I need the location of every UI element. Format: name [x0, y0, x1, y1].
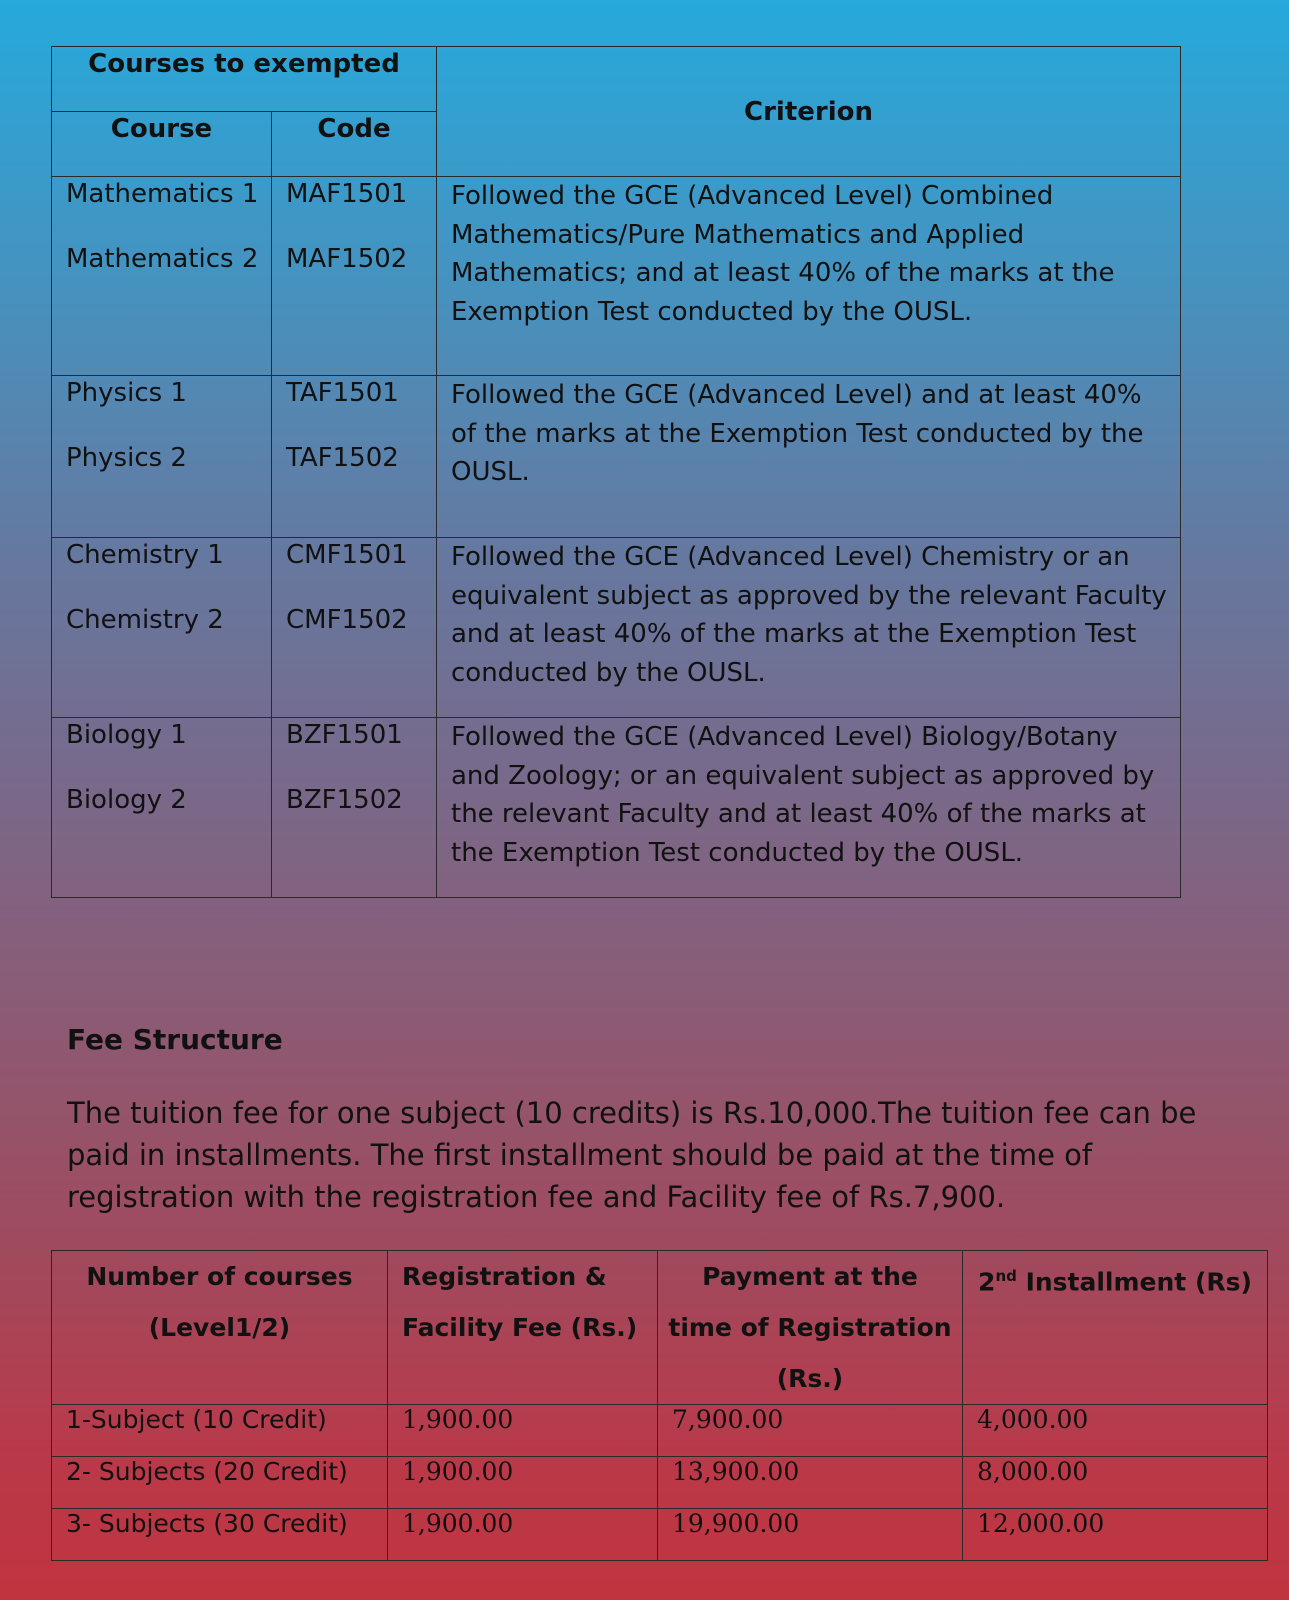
table-row	[52, 1457, 1268, 1509]
code-cell: TAF1501 TAF1502	[272, 376, 437, 538]
criterion-cell: Followed the GCE (Advanced Level) Combined Mathematics/Pure Mathematics and Applied Mathematics; and at least 40% of the marks at the Exemption Test conducted by the OUSL.	[437, 177, 1181, 376]
second-installment-cell: 12,000.00	[963, 1509, 1268, 1561]
registration-fee-header: Registration & Facility Fee (Rs.)	[388, 1251, 658, 1405]
second-installment-cell: 4,000.00	[963, 1405, 1268, 1457]
criterion-header: Criterion	[437, 47, 1181, 177]
table-row	[52, 376, 1181, 538]
course-cell: Mathematics 1 Mathematics 2	[52, 177, 272, 376]
fee-paragraph: The tuition fee for one subject (10 credits) is Rs.10,000.The tuition fee can be paid in installments. The first installment should be paid at the time of registration with the registration fee and Facility fee of Rs.7,900.	[67, 1096, 1197, 1214]
criterion-cell: Followed the GCE (Advanced Level) Biology/Botany and Zoology; or an equivalent subject as approved by the relevant Faculty and at least 40% of the marks at the Exemption Test conducted by the OUSL.	[437, 718, 1181, 898]
registration-fee-cell: 1,900.00	[388, 1509, 658, 1561]
table-row	[52, 718, 1181, 898]
course-cell: Chemistry 1 Chemistry 2	[52, 538, 272, 718]
payment-cell: 7,900.00	[658, 1405, 963, 1457]
course-column-header: Course	[52, 112, 272, 177]
fee-table-header-row	[52, 1251, 1268, 1405]
code-cell: BZF1501 BZF1502	[272, 718, 437, 898]
criterion-cell: Followed the GCE (Advanced Level) and at least 40% of the marks at the Exemption Test conducted by the OUSL.	[437, 376, 1181, 538]
course-cell: Biology 1 Biology 2	[52, 718, 272, 898]
payment-at-registration-header: Payment at the time of Registration (Rs.)	[658, 1251, 963, 1405]
courses-cell: 1-Subject (10 Credit)	[52, 1405, 388, 1457]
courses-cell: 2- Subjects (20 Credit)	[52, 1457, 388, 1509]
second-installment-cell: 8,000.00	[963, 1457, 1268, 1509]
course-cell: Physics 1 Physics 2	[52, 376, 272, 538]
fee-structure-heading: Fee Structure	[67, 1023, 283, 1056]
registration-fee-cell: 1,900.00	[388, 1457, 658, 1509]
payment-cell: 19,900.00	[658, 1509, 963, 1561]
criterion-cell: Followed the GCE (Advanced Level) Chemistry or an equivalent subject as approved by the relevant Faculty and at least 40% of the marks at the Exemption Test conducted by the OUSL.	[437, 538, 1181, 718]
courses-to-exempted-header: Courses to exempted	[52, 47, 437, 112]
number-of-courses-header: Number of courses (Level1/2)	[52, 1251, 388, 1405]
table-row	[52, 538, 1181, 718]
fee-table	[51, 1250, 1268, 1561]
courses-cell: 3- Subjects (30 Credit)	[52, 1509, 388, 1561]
exemption-table	[51, 46, 1181, 898]
table-row	[52, 177, 1181, 376]
second-installment-header: 2nd Installment (Rs)	[963, 1251, 1268, 1405]
payment-cell: 13,900.00	[658, 1457, 963, 1509]
code-cell: CMF1501 CMF1502	[272, 538, 437, 718]
table-row	[52, 1405, 1268, 1457]
code-column-header: Code	[272, 112, 437, 177]
registration-fee-cell: 1,900.00	[388, 1405, 658, 1457]
code-cell: MAF1501 MAF1502	[272, 177, 437, 376]
table-row	[52, 1509, 1268, 1561]
